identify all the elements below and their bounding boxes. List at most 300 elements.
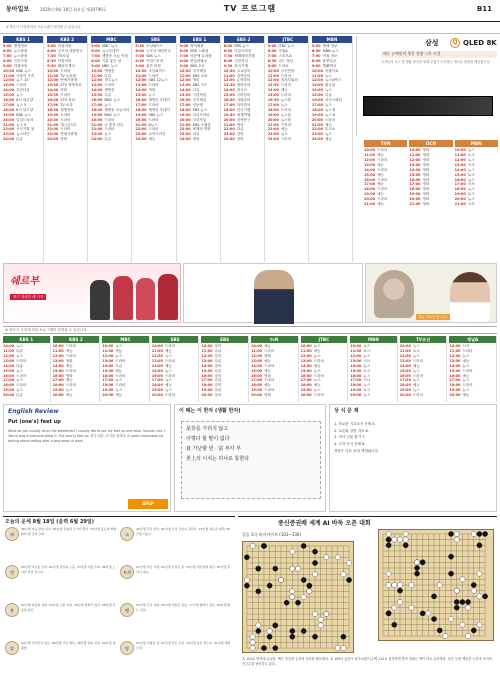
program-item: 14:00 뉴스 — [454, 167, 475, 172]
schedule-grid — [3, 36, 353, 262]
channel-header: 채널A — [449, 336, 496, 343]
channel-header: MBC — [102, 336, 149, 343]
schedule-column — [102, 336, 150, 402]
program-item: 20:00 뉴스 — [454, 197, 475, 202]
program-item: 10:00 속풀이쇼 — [311, 68, 339, 73]
fortune-text: 49년생 건강 관리. 61년생 가족 모임이 길하다. 73년생 새로운 계획. 85년생 이동수. — [136, 527, 231, 536]
go-stone — [420, 560, 425, 565]
program-item: 21:00 영화 — [409, 202, 430, 207]
program-item: 8:30 아는 형님 — [267, 58, 294, 63]
hanja-title: 이 때는 이 한자 (생활 한자) — [179, 408, 241, 414]
program-item: 24:00 강의 — [223, 137, 244, 142]
program-item: 19:30 세계여행 — [223, 112, 251, 117]
program-item: 15:00 드라마 — [267, 93, 292, 98]
go-stone — [482, 594, 487, 599]
program-item: 9:30 해피투게더 — [47, 63, 75, 68]
program-item: 13:00 영화 — [409, 162, 430, 167]
go-stone — [443, 633, 448, 638]
program-item: 10:00 시사 — [449, 344, 470, 349]
go-stone — [448, 571, 453, 576]
go-stone — [454, 531, 459, 536]
program-item: 20:00 뉴스룸 — [267, 117, 292, 122]
program-item: 15:00 뉴스 — [151, 368, 172, 373]
program-item: 18:00 드라마 — [52, 383, 76, 388]
fortune-text: 54년생 기다림이 필요. 66년생 가정 화목. 78년생 일의 진척. 90년생 새 출발. — [21, 641, 116, 650]
section-title: TV 프로그램 — [223, 4, 277, 13]
program-item: 19:00 뉴스 8 — [311, 112, 336, 117]
program-item: 24:00 영화 — [47, 137, 68, 142]
program-item: 8:00 만들어봐요 — [179, 58, 208, 63]
program-item: 21:00 개그콘서트 — [47, 122, 78, 127]
hanja-line: 是非를 가리지 않고 — [186, 426, 229, 432]
program-item: 12:00 뉴스 — [399, 354, 420, 359]
channel-header: tvN — [251, 336, 298, 343]
program-item: 17:00 뉴스 — [102, 378, 123, 383]
program-item: 23:00 연예가중계 — [47, 132, 78, 137]
program-item: 13:00 예능 — [449, 358, 470, 363]
fortune-text: 53년생 건강 유의. 65년생 재물운 상승. 77년생 협력이 필요. 89년생 좋은 인연. — [136, 603, 231, 612]
program-item: 15:00 뉴스 — [135, 93, 156, 98]
program-item: 7:00 뉴스광장 — [3, 54, 28, 59]
go-stone — [471, 628, 476, 633]
program-item: 24:00 드라마 — [267, 137, 292, 142]
go-stone — [290, 594, 295, 599]
program-item: 13:00 드라마 — [3, 358, 27, 363]
channel-header: JTBC — [301, 336, 348, 343]
program-item: 14:00 생방송 — [91, 88, 115, 93]
program-item: 20:00 드라마 — [91, 117, 115, 122]
go-stone — [460, 577, 465, 582]
zodiac-icon: 양 — [120, 641, 134, 655]
program-item: 19:00 예능 — [364, 192, 384, 197]
channel-header: SBS — [135, 36, 175, 43]
program-item: 18:00 드라마 — [449, 383, 473, 388]
program-item: 16:00 영화 — [409, 177, 430, 182]
program-item: 13:00 예능 — [364, 162, 384, 167]
program-item: 5:00 생생 정보 — [311, 44, 338, 49]
program-item: 16:00 생방송 투데이 — [135, 98, 170, 103]
program-item: 10:00 사건반장 — [267, 68, 295, 73]
program-item: 11:00 TV 유치원 — [47, 73, 77, 78]
program-item: 10:00 드라마 — [151, 344, 176, 349]
schedule-column — [350, 336, 398, 402]
go-stone — [403, 531, 408, 536]
program-item: 15:30 드라마 — [47, 93, 71, 98]
program-item: 11:00 예능 — [364, 153, 384, 158]
zodiac-icon: 토끼 — [120, 565, 134, 579]
go-stone — [301, 543, 306, 548]
program-item: 23:00 다큐 — [179, 132, 200, 137]
go-stone — [307, 589, 312, 594]
go-stone — [324, 555, 329, 560]
go-stone — [312, 560, 317, 565]
program-item: 23:00 강의 — [223, 132, 244, 137]
fortune-grid — [3, 527, 235, 677]
go-stone — [335, 555, 340, 560]
schedule-column — [268, 36, 309, 262]
program-item: 18:30 생생정보 — [47, 107, 74, 112]
program-item: 22:00 드라마 — [47, 127, 71, 132]
program-item: 13:00 드라마 — [399, 358, 424, 363]
program-item: 8:00 인간극장 — [3, 58, 28, 63]
go-stone — [290, 566, 295, 571]
program-item: 16:00 지식채널 — [179, 98, 207, 103]
program-item: 22:00 드라마 — [91, 127, 115, 132]
program-item: 9:00 생활백서 — [311, 63, 337, 68]
program-item: 16:00 예능 — [449, 373, 470, 378]
program-item: 14:00 예능 — [267, 88, 288, 93]
fortune-item — [120, 527, 233, 563]
program-item: 17:00 다큐 — [201, 378, 222, 383]
program-item: 19:00 토크 — [350, 388, 371, 393]
english-phrase: Put (one's) feet up — [8, 419, 61, 425]
quiz-line: 4. 수학 공식 문제 8. — [334, 441, 366, 446]
ad-row — [3, 263, 497, 325]
program-item: 17:00 딩동댕 — [179, 102, 203, 107]
program-item: 22:00 예능 — [267, 127, 288, 132]
program-item: 18:00 생방송 투데이 — [135, 107, 170, 112]
go-stone — [290, 549, 295, 554]
program-item: 9:00 MBC 뉴스 — [91, 63, 118, 68]
program-item: 15:00 국어강의 — [223, 93, 251, 98]
schedule-column — [53, 336, 101, 402]
program-item: 12:00 SBS 12뉴스 — [135, 78, 168, 83]
program-item: 23:00 뉴스 — [311, 132, 332, 137]
channel-header: JTBC — [268, 36, 308, 43]
quiz-line: 1. 학교문 기호보기 문제 5. — [334, 422, 376, 426]
program-item: 12:00 연예가중계 — [47, 78, 78, 83]
program-item: 15:00 뉴스 — [3, 93, 23, 98]
program-item: 10:00 뉴스 — [3, 344, 23, 349]
english-title: English Review — [8, 408, 59, 415]
program-item: 20:00 예능 — [52, 393, 73, 398]
program-item: 13:00 시사 — [350, 358, 371, 363]
go-stone — [290, 634, 295, 639]
newspaper-name: 동아일보 — [6, 6, 30, 13]
go-stone — [471, 531, 476, 536]
program-item: 15:00 드라마 — [449, 368, 473, 373]
go-stone — [267, 583, 272, 588]
program-item: 16:00 강의 — [201, 373, 222, 378]
program-item: 12:00 뉴스와이드 — [311, 78, 342, 83]
program-item: 24:00 예능 — [311, 137, 332, 142]
program-item: 15:00 예능 — [102, 368, 123, 373]
program-item: 19:00 뉴스룸 — [267, 112, 292, 117]
program-item: 21:00 8뉴스 — [135, 122, 158, 127]
program-item: 18:00 생방송 오늘저녁 — [91, 107, 130, 112]
program-item: 21:00 나 혼자 산다 — [91, 122, 124, 127]
fortune-text: 51년생 작은 기쁨. 63년생 문서운 길. 75년생 대인관계 원만. 87년생 휴식이 필요. — [136, 565, 231, 574]
show-ad[interactable] — [365, 263, 497, 323]
fortune-item — [120, 641, 233, 677]
go-stone — [477, 594, 482, 599]
program-item: 6:00 뉴스투데이 — [91, 49, 119, 54]
program-item: 16:00 영화 — [52, 373, 73, 378]
go-stone — [341, 645, 346, 650]
fortune-item — [5, 527, 118, 563]
program-item: 13:00 다큐 — [201, 358, 222, 363]
program-item: 6:00 뉴스광장 — [3, 49, 28, 54]
program-item: 13:00 드라마 — [135, 83, 159, 88]
program-item: 16:00 2TV 저녁 — [47, 98, 75, 103]
quiz-body — [334, 421, 494, 509]
program-item: 18:00 뉴스 — [454, 187, 475, 192]
schedule-column — [47, 36, 88, 262]
program-item: 11:00 예능 — [102, 349, 123, 354]
program-item: 10:30 고교강의 — [223, 68, 251, 73]
program-item: 13:00 드라마 — [3, 83, 27, 88]
go-stone — [318, 623, 323, 628]
program-item: 7:00 스포츠쇼 — [267, 54, 292, 59]
go-stone — [397, 599, 402, 604]
program-item: 20:00 드라마 — [135, 117, 159, 122]
go-stone — [290, 589, 295, 594]
schedule-column — [91, 36, 132, 262]
go-stone — [448, 531, 453, 536]
go-stone — [454, 599, 459, 604]
go-stone — [386, 543, 391, 548]
program-item: 10:00 뉴스 — [454, 148, 475, 153]
program-item: 18:00 영화 — [409, 187, 430, 192]
go-stone — [273, 645, 278, 650]
program-item: 19:00 뉴스 — [151, 388, 172, 393]
fortune-item — [5, 603, 118, 639]
program-item: 21:00 예능 — [311, 122, 332, 127]
go-stone — [284, 600, 289, 605]
go-stone — [346, 560, 351, 565]
channel-header: KBS 2 — [53, 336, 100, 343]
program-item: 10:00 드라마 — [47, 68, 71, 73]
fortune-item — [5, 565, 118, 601]
go-stone — [301, 628, 306, 633]
program-item: 10:00 모닝와이드 — [135, 68, 166, 73]
program-item: 20:00 드라마 — [364, 197, 388, 202]
go-stone — [341, 634, 346, 639]
program-item: 7:00 아침 정보 — [311, 54, 338, 59]
go-stone — [420, 611, 425, 616]
zodiac-icon: 용 — [5, 603, 19, 617]
program-item: 16:00 드라마 — [3, 373, 27, 378]
program-item: 19:00 다큐 — [201, 388, 222, 393]
program-item: 19:00 영화 — [409, 192, 430, 197]
program-item: 10:00 뉴스 — [350, 344, 371, 349]
schedule-column — [135, 36, 176, 262]
program-item: 6:00 EBS 뉴스 — [223, 44, 249, 49]
program-item: 20:00 예능 — [102, 393, 123, 398]
quiz-line: 2. 토론회 설명 자료 6. — [334, 428, 369, 433]
show-time-tag: 매주 일요일 밤 11시 — [416, 314, 450, 320]
program-item: 13:00 EBS 키즈 — [179, 83, 208, 88]
program-item: 11:00 예능 — [151, 349, 172, 354]
program-item: 17:00 뉴스 — [311, 102, 332, 107]
program-item: 19:00 드라마 — [250, 388, 275, 393]
baduk-section — [238, 516, 497, 688]
program-item: 17:00 뉴스 — [399, 378, 420, 383]
program-item: 17:00 드라마 — [135, 102, 159, 107]
program-item: 14:00 다큐 — [3, 363, 23, 368]
drama-ad-sub: 봄기 정리한 세 가지 — [10, 294, 46, 300]
program-item: 16:00 드라마 — [399, 373, 424, 378]
program-item: 23:00 뉴스 — [91, 132, 112, 137]
cable-column — [409, 140, 452, 260]
schedule-column — [3, 336, 51, 402]
program-item: 18:00 드라마 — [102, 383, 126, 388]
program-item: 13:00 예능 — [250, 358, 271, 363]
program-item: 18:00 예능 — [300, 383, 321, 388]
go-stone — [301, 577, 306, 582]
fortune-text: 48년생 마음 편한 하루. 60년생 뜻밖의 소식이 있다. 72년생 동료와 화합. 84년생 금전 주의. — [21, 527, 118, 536]
program-item: 24:00 다큐 — [91, 137, 112, 142]
go-stone — [386, 582, 391, 587]
schedule-column — [224, 36, 265, 262]
go-stone — [397, 537, 402, 542]
cable-column — [455, 140, 498, 260]
program-item: 14:00 다큐 — [102, 363, 123, 368]
go-stone — [267, 628, 272, 633]
go-stone — [273, 566, 278, 571]
masthead — [0, 0, 500, 22]
go-stone — [301, 594, 306, 599]
go-stone — [448, 616, 453, 621]
program-item: 14:00 영화 — [409, 167, 430, 172]
baduk-sub: 결승 3국 하이라이트 (101~130) — [242, 532, 302, 537]
program-item: 15:00 토크 — [350, 368, 371, 373]
channel-header: KBS 1 — [3, 36, 43, 43]
channel-header: MBN — [455, 140, 498, 147]
program-item: 10:00 생방송 — [91, 68, 115, 73]
quiz-line: 정답은 다음 호에 게재됩니다. — [334, 448, 380, 453]
channel-strip: ※ 방송사 사정에 따라 프로그램이 변경될 수 있습니다. — [0, 24, 500, 34]
program-item: 14:00 예능 — [300, 363, 321, 368]
program-item: 10:00 지식채널 — [179, 68, 207, 73]
program-item: 12:00 뉴스 12 — [3, 78, 29, 83]
page-number: B11 — [476, 5, 492, 13]
program-item: 20:00 영화 — [250, 393, 271, 398]
program-item: 24:00 다큐 — [3, 137, 23, 142]
program-item: 10:00 예능 — [250, 344, 271, 349]
program-item: 11:00 토크 — [399, 349, 420, 354]
fortune-section — [3, 516, 235, 688]
go-stone — [465, 605, 470, 610]
program-item: 15:00 다큐 — [311, 93, 332, 98]
program-item: 18:00 한국기행 — [223, 107, 251, 112]
fortune-item — [120, 565, 233, 601]
go-stone — [312, 549, 317, 554]
program-item: 20:00 다큐 — [3, 393, 23, 398]
program-item: 13:00 영화 — [52, 358, 73, 363]
program-item: 15:00 예능 — [364, 172, 384, 177]
program-item: 16:00 영화 — [250, 373, 271, 378]
program-item: 14:00 드라마 — [364, 167, 388, 172]
program-item: 18:00 예능 — [250, 383, 271, 388]
hanja-section — [174, 404, 326, 512]
program-item: 23:00 뉴스 — [267, 132, 288, 137]
footnote: ※ 방송사 사정에 따라 프로그램이 변경될 수 있습니다. — [3, 326, 497, 334]
go-stone — [397, 582, 402, 587]
program-item: 11:00 뉴스 — [311, 73, 332, 78]
program-item: 11:00 예능 — [52, 349, 73, 354]
program-item: 19:00 토크 — [454, 192, 475, 197]
schedule-column — [180, 36, 221, 262]
go-stone — [431, 616, 436, 621]
program-item: 21:00 시사 — [454, 202, 475, 207]
program-item: 11:00 다큐 — [3, 349, 23, 354]
fortune-item — [5, 641, 118, 677]
program-item: 8:00 기분 좋은 날 — [91, 58, 122, 63]
program-item: 12:00 영화 — [409, 158, 430, 163]
program-item: 10:00 뉴스 — [399, 344, 420, 349]
program-item: 12:00 수학강의 — [223, 78, 251, 83]
program-item: 16:30 뉴스룸 — [267, 98, 292, 103]
go-stone — [256, 566, 261, 571]
program-item: 11:00 토크 — [350, 349, 371, 354]
program-item: 7:30 세계테마기행 — [223, 54, 255, 59]
program-item: 12:00 드라마 — [52, 354, 76, 359]
program-item: 12:00 뉴스 — [102, 354, 123, 359]
go-stone — [261, 543, 266, 548]
ad-brand: 삼성 — [425, 39, 439, 47]
program-item: 21:00 뉴스 9 — [3, 122, 27, 127]
drama-ad[interactable] — [3, 263, 181, 323]
program-item: 7:00 생방송 오늘 아침 — [91, 54, 128, 59]
program-item: 11:00 다큐 — [91, 73, 112, 78]
program-item: 14:00 강의 — [201, 363, 222, 368]
program-item: 10:00 드라마 — [364, 148, 388, 153]
host-ad[interactable] — [183, 263, 363, 323]
go-stone — [465, 633, 470, 638]
program-item: 19:00 SBS 뉴스 — [135, 112, 164, 117]
go-board — [242, 541, 354, 653]
go-stone — [392, 622, 397, 627]
zodiac-icon: 소 — [120, 527, 134, 541]
schedule-column — [251, 336, 299, 402]
program-item: 23:00 나이트라인 — [135, 132, 166, 137]
program-item: 11:00 사랑의 가족 — [3, 73, 35, 78]
ad-model: QLED 8K — [463, 39, 497, 47]
program-item: 9:30 한국기행 — [223, 63, 248, 68]
program-item: 15:00 예능 — [250, 368, 271, 373]
program-item: 14:00 뉴스 — [311, 88, 332, 93]
program-item: 15:00 뉴스 — [3, 368, 23, 373]
go-stone — [346, 577, 351, 582]
program-item: 20:00 극한직업 — [179, 117, 207, 122]
program-item: 11:00 토크 — [454, 153, 475, 158]
program-item: 17:00 뉴스 — [91, 102, 112, 107]
program-item: 18:00 강의 — [201, 383, 222, 388]
program-item: 10:00 뉴스 — [300, 344, 321, 349]
go-stone — [426, 611, 431, 616]
program-item: 12:00 뉴스 — [449, 354, 470, 359]
program-item: 12:00 뉴스 — [454, 158, 475, 163]
program-item: 14:00 영화 — [47, 88, 68, 93]
go-stone — [392, 582, 397, 587]
go-stone — [403, 537, 408, 542]
program-item: 17:00 예능 — [52, 378, 73, 383]
program-item: 16:00 뉴스 — [350, 373, 371, 378]
program-item: 9:00 EBS 초등 — [179, 63, 205, 68]
go-stone — [397, 588, 402, 593]
program-item: 5:00 MBC 뉴스 — [91, 44, 118, 49]
program-item: 20:00 드라마 — [151, 393, 176, 398]
program-item: 20:00 드라마 — [300, 393, 324, 398]
fortune-title: 오늘의 운세 8월 18일 (음력 6월 29일) — [5, 519, 95, 525]
program-item: 5:30 모닝와이드 — [135, 44, 163, 49]
program-item: 16:00 드라마 — [300, 373, 324, 378]
program-item: 20:00 드라마 — [311, 117, 336, 122]
samsung-ad[interactable] — [356, 36, 498, 136]
program-item: 21:00 EBS 스페셜 — [179, 122, 211, 127]
program-item: 23:00 뉴스라인 — [3, 132, 30, 137]
